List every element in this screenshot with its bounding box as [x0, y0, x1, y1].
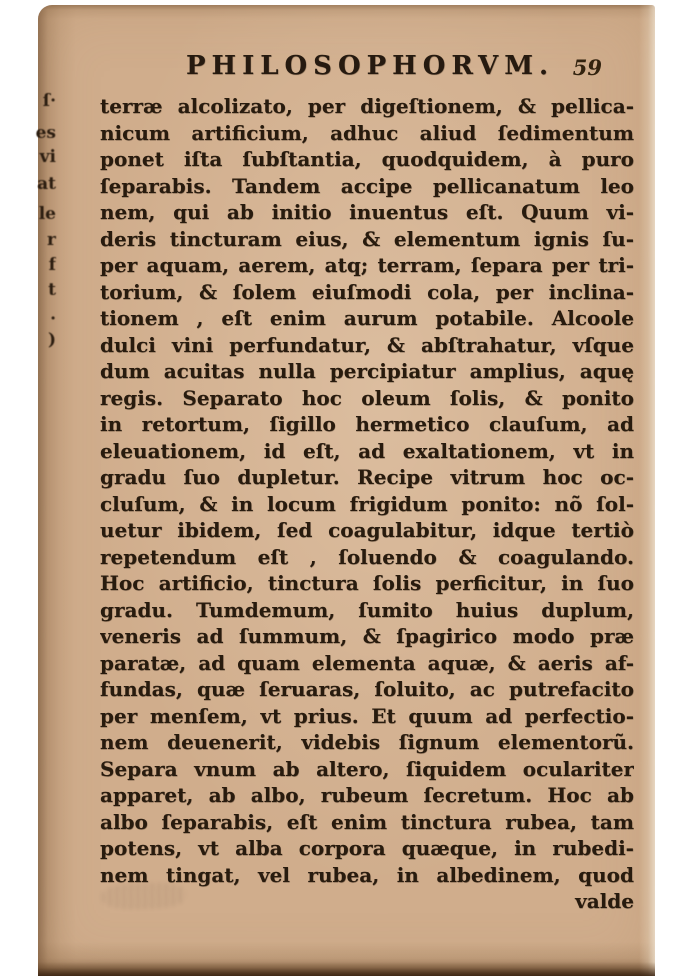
gutter-fragment: es — [35, 123, 56, 143]
gutter-fragment: vi — [39, 147, 56, 167]
text-line: veneris ad ſummum, & ſpagirico modo præ — [100, 624, 634, 648]
text-line: albo ſeparabis, eſt enim tinctura rubea, tam — [100, 809, 634, 834]
page-number: 59 — [572, 55, 602, 80]
gutter-fragment: ſ· — [42, 91, 56, 111]
catchword: valde — [575, 889, 634, 913]
text-line: in retortum, ſigillo hermetico clauſum, ad — [100, 412, 634, 436]
text-line: uetur ibidem, ſed coagulabitur, idque tertiò — [100, 518, 634, 542]
text-line: Separa vnum ab altero, ſiquidem oculariter — [100, 756, 634, 781]
text-line: gradu ſuo dupletur. Recipe vitrum hoc oc- — [100, 465, 634, 489]
text-line: Hoc artificio, tinctura ſolis perficitur, in ſuo — [100, 571, 634, 595]
text-line: nem deuenerit, videbis ſignum elementorũ. — [100, 730, 634, 754]
text-line: ponet iſta ſubſtantia, quodquidem, à puro — [100, 147, 634, 171]
page-header — [100, 51, 640, 85]
text-line: dum acuitas nulla percipiatur amplius, aquę — [100, 359, 634, 383]
text-line: nem tingat, vel rubea, in albedinem, quod — [100, 862, 634, 887]
paper-sheet — [35, 5, 655, 976]
text-line: per menſem, vt prius. Et quum ad perfectio- — [100, 703, 634, 728]
text-line: dulci vini perfundatur, & abſtrahatur, vſque — [100, 332, 634, 357]
running-title: PHILOSOPHORVM. — [185, 51, 555, 81]
text-line: nem, qui ab initio inuentus eſt. Quum vi- — [100, 200, 634, 224]
text-line: deris tincturam eius, & elementum ignis ſu- — [100, 226, 634, 251]
text-line: cluſum, & in locum frigidum ponito: nõ ſol- — [100, 491, 634, 516]
gutter-fragment: le — [38, 204, 56, 224]
text-line: fundas, quæ ſeruaras, ſoluito, ac putrefacito — [100, 677, 634, 701]
text-line: gradu. Tumdemum, ſumito huius duplum, — [100, 597, 634, 622]
text-line: tionem , eſt enim aurum potabile. Alcoole — [100, 306, 634, 330]
body-text — [100, 93, 634, 888]
text-line: ſeparabis. Tandem accipe pellicanatum leo — [100, 173, 634, 198]
text-line: nicum artificium, adhuc aliud ſedimentum — [100, 120, 634, 145]
text-line: torium, & ſolem eiuſmodi cola, per inclina- — [100, 279, 634, 304]
text-line: regis. Separato hoc oleum ſolis, & ponito — [100, 385, 634, 410]
text-line: potens, vt alba corpora quæque, in rubedi- — [100, 836, 634, 860]
gutter-fragment: at — [37, 174, 56, 194]
gutter-fragment: t — [48, 280, 56, 300]
page-bottom-shadow — [38, 962, 655, 976]
gutter-fragment: ) — [47, 330, 56, 350]
gutter-fragment: f — [48, 255, 56, 275]
text-line: eleuationem, id eſt, ad exaltationem, vt in — [100, 438, 634, 463]
text-line: apparet, ab albo, rubeum ſecretum. Hoc ab — [100, 783, 634, 807]
gutter-letter-fragments — [35, 5, 62, 976]
text-line: terræ alcolizato, per digeſtionem, & pellica- — [100, 94, 634, 118]
gutter-fragment: · — [50, 309, 56, 329]
text-line: paratæ, ad quam elementa aquæ, & aeris af- — [100, 650, 634, 675]
gutter-fragment: r — [47, 230, 56, 250]
catchword-row — [100, 889, 634, 913]
text-line: repetendum eſt , ſoluendo & coagulando. — [100, 544, 634, 569]
text-line: per aquam, aerem, atq; terram, ſepara per tri- — [100, 253, 634, 277]
